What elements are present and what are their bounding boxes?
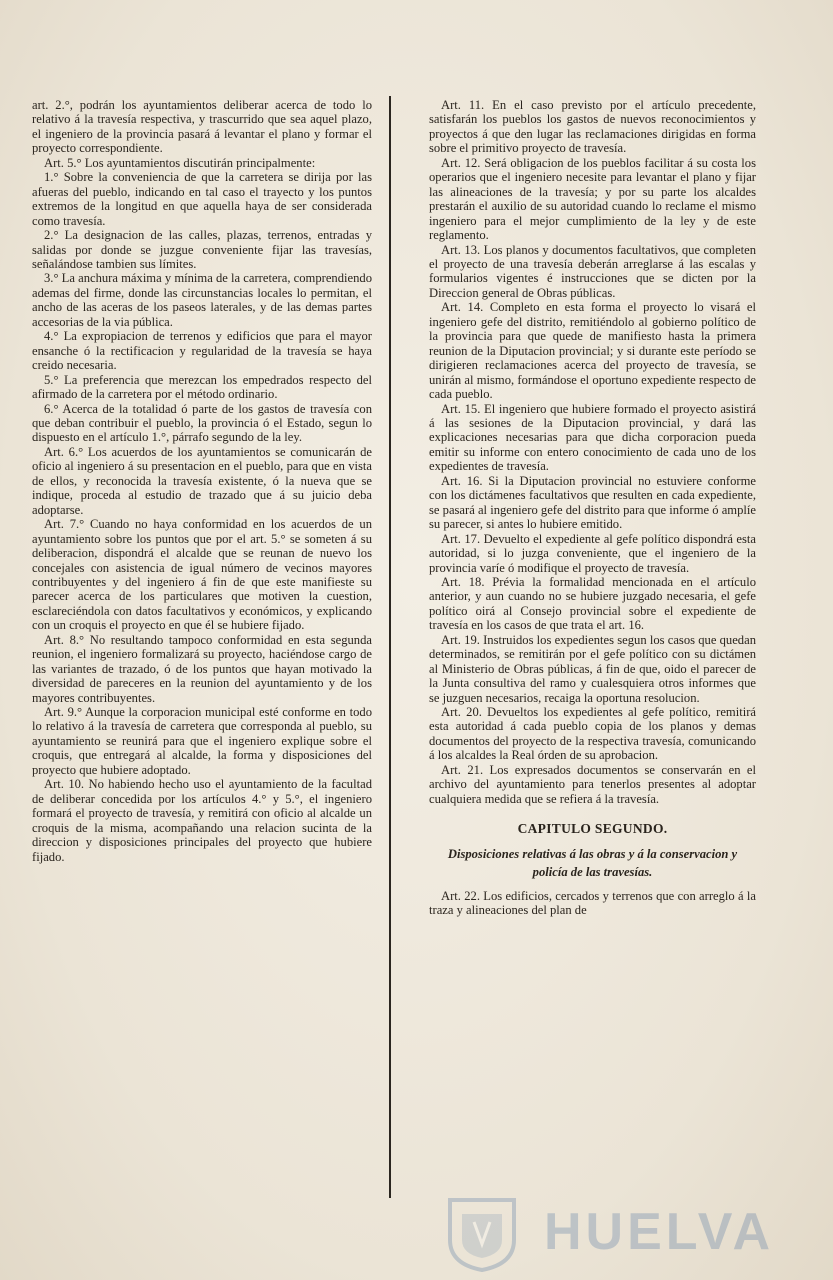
watermark-text: HUELVA [544, 1203, 775, 1261]
paragraph: Art. 10. No habiendo hecho uso el ayuntamiento de la facultad de deliberar concedida por los artículos 4.° y 5.°, el ingeniero formará el proyecto de travesía, y remitirá con oficio al alcalde un croquis de la misma, acompañando una relacion sucinta de la direccion y disposiciones principales del proyecto que hubiere fijado. [32, 777, 372, 864]
huelva-watermark [432, 1196, 775, 1276]
paragraph: Art. 6.° Los acuerdos de los ayuntamientos se comunicarán de oficio al ingeniero á su presentacion en el pueblo, para que en vista de ellos, y reconocida la travesía existente, ó la nueva que se indique, proceda al estudio de trazado que á su juicio deba adoptarse. [32, 444, 372, 517]
paragraph: Art. 22. Los edificios, cercados y terrenos que con arreglo á la traza y alineaciones del plan de [429, 888, 756, 918]
right-column [429, 98, 756, 918]
paragraph: 3.° La anchura máxima y mínima de la carretera, comprendiendo ademas del firme, donde las circunstancias locales lo permitan, el ancho de las aceras de los paseos laterales, y de las demas partes accesorias de la via pública. [32, 271, 372, 329]
paragraph: 6.° Acerca de la totalidad ó parte de los gastos de travesía con que deban contribuir el pueblo, la provincia ó el Estado, segun lo dispuesto en el artículo 1.°, párrafo segundo de la ley. [32, 401, 372, 445]
paragraph: Art. 7.° Cuando no haya conformidad en los acuerdos de un ayuntamiento sobre los puntos que por el art. 5.° se someten á su deliberacion, dispondrá el alcalde que se reunan de nuevo los concejales con asistencia de igual número de vecinos mayores contribuyentes y del ingeniero á fin de que este manifieste su parecer acerca de los particulares que motiven la cuestion, esclareciéndola con datos facultativos y económicos, y explicando con un croquis el proyecto en que él se hubiere fijado. [32, 517, 372, 633]
paragraph: Art. 11. En el caso previsto por el artículo precedente, satisfarán los pueblos los gastos de nuevos reconocimientos y proyectos á que den lugar las reclamaciones dirigidas en forma sobre el primitivo proyecto de travesía. [429, 98, 756, 156]
left-column [32, 98, 372, 864]
chapter-title: CAPITULO SEGUNDO. [517, 821, 668, 837]
column-divider [389, 96, 391, 1198]
right-column-articles [429, 98, 756, 806]
paragraph: Art. 12. Será obligacion de los pueblos facilitar á su costa los operarios que el ingeniero necesite para levantar el plano y fijar las alineaciones de la travesía; y por su parte los alcaldes prestarán el auxilio de su autoridad cuando lo reclame el mismo ingeniero para el mejor cumplimiento de la ley y de este reglamento. [429, 155, 756, 243]
paragraph: Art. 21. Los expresados documentos se conservarán en el archivo del ayuntamiento para tenerlos presentes al adoptar cualquiera medida que se refiera á la travesía. [429, 762, 756, 806]
paragraph: art. 2.°, podrán los ayuntamientos deliberar acerca de todo lo relativo á la travesía respectiva, y trascurrido que sea aquel plazo, el ingeniero de la provincia pasará á levantar el plano y formar el proyecto correspondiente. [32, 98, 372, 156]
paragraph: Art. 13. Los planos y documentos facultativos, que completen el proyecto de una travesía deberán arreglarse á las escalas y formularios vigentes é instrucciones que se dicten por la Direccion general de Obras públicas. [429, 242, 756, 300]
coat-of-arms-icon [432, 1196, 532, 1272]
paragraph: Art. 9.° Aunque la corporacion municipal esté conforme en todo lo relativo á la travesía de carretera que corresponda al pueblo, su ayuntamiento se reunirá para que el ingeniero explique sobre el croquis, que entregará al alcalde, la forma y disposiciones del proyecto que hubiere adoptado. [32, 705, 372, 777]
paragraph: Art. 17. Devuelto el expediente al gefe político dispondrá esta autoridad, si lo juzga conveniente, que el ingeniero de la provincia varíe ó modifique el proyecto de travesía. [429, 531, 756, 575]
right-column-after-chapter [429, 889, 756, 918]
paragraph: 5.° La preferencia que merezcan los empedrados respecto del afirmado de la carretera por el método ordinario. [32, 372, 372, 402]
paragraph: Art. 20. Devueltos los expedientes al gefe político, remitirá esta autoridad á cada pueblo copia de los planos y demas documentos del proyecto de la respectiva travesía, comunicando á los alcaldes la Real órden de su aprobacion. [429, 705, 756, 763]
paragraph: 1.° Sobre la conveniencia de que la carretera se dirija por las afueras del pueblo, indicando en tal caso el trayecto y los puntos extremos de la longitud en que aquella haya de ser considerada como travesía. [32, 170, 372, 228]
paragraph: Art. 19. Instruidos los expedientes segun los casos que quedan determinados, se remitirán por el gefe político con su dictámen al Ministerio de Obras públicas, á fin de que, oido el parecer de la Junta consultiva del ramo y cualesquiera otros informes que se juzguen necesarios, recaiga la oportuna resolucion. [429, 632, 756, 705]
paragraph: Art. 8.° No resultando tampoco conformidad en esta segunda reunion, el ingeniero formalizará su proyecto, haciéndose cargo de las variantes de trazado, ó de los puntos que hayan motivado la diversidad de pareceres en la reunion del ayuntamiento y de los mayores contribuyentes. [32, 632, 372, 705]
paragraph: Art. 15. El ingeniero que hubiere formado el proyecto asistirá á las sesiones de la Diputacion provincial, y dará las explicaciones necesarias para que dicha corporacion pueda emitir su informe con entero conocimiento de cada uno de los expedientes de travesía. [429, 401, 756, 474]
chapter-subtitle: Disposiciones relativas á las obras y á la conservacion y policía de las travesías. [447, 846, 738, 879]
paragraph: 2.° La designacion de las calles, plazas, terrenos, entradas y salidas por donde se juzgue conveniente fijar las travesías, señalándose tambien sus límites. [32, 228, 372, 271]
paragraph: Art. 14. Completo en esta forma el proyecto lo visará el ingeniero gefe del distrito, remitiéndolo al gobierno político de la provincia para que quede de manifiesto hasta la primera reunion de la Diputacion provincial; y si durante este período se dirigieren reclamaciones acerca del proyecto de travesía, se unirán al mismo, formándose el oportuno expediente respecto de cada pueblo. [429, 300, 756, 402]
paragraph: Art. 16. Si la Diputacion provincial no estuviere conforme con los dictámenes facultativos que resulten en cada expediente, se pasará al ingeniero gefe del distrito para que informe ó amplíe su parecer, si antes lo hubiere emitido. [429, 473, 756, 532]
paragraph: Art. 18. Prévia la formalidad mencionada en el artículo anterior, y aun cuando no se hubiere juzgado necesaria, el gefe político oirá al Consejo provincial sobre el expediente de travesía en los casos de que trata el art. 16. [429, 574, 756, 633]
paragraph: Art. 5.° Los ayuntamientos discutirán principalmente: [44, 155, 316, 170]
paragraph: 4.° La expropiacion de terrenos y edificios que para el mayor ensanche ó la rectificacion y regularidad de la travesía se haya creido necesaria. [32, 329, 372, 373]
